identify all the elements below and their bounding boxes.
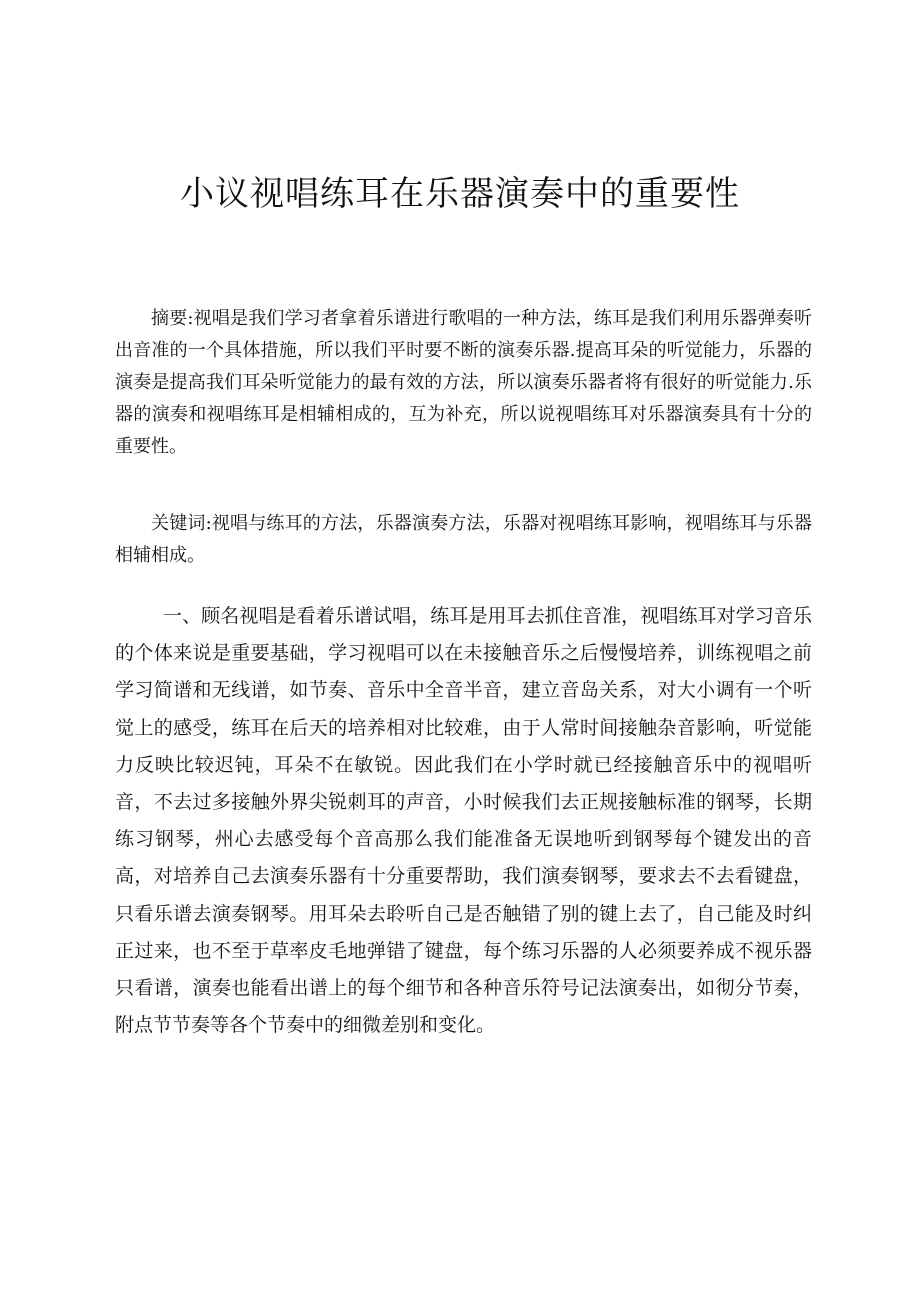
abstract-label: 摘要: <box>151 308 194 329</box>
abstract-text: 视唱是我们学习者拿着乐谱进行歌唱的一种方法，练耳是我们利用乐器弹奏听出音准的一个具体措施，所以我们平时要不断的演奏乐器.提高耳朵的听觉能力，乐器的演奏是提高我们耳朵听觉能力的最有效的方法，所以演奏乐器者将有很好的听觉能力.乐器的演奏和视唱练耳是相辅相成的，互为补充，所以说视唱练耳对乐器演奏具有十分的重要性。 <box>115 308 812 457</box>
keywords-label: 关键词: <box>151 513 212 534</box>
document-title: 小议视唱练耳在乐器演奏中的重要性 <box>180 174 740 214</box>
abstract-paragraph <box>115 303 812 463</box>
keywords-paragraph <box>115 508 812 572</box>
keywords-text: 视唱与练耳的方法，乐器演奏方法，乐器对视唱练耳影响，视唱练耳与乐器相辅相成。 <box>115 513 812 566</box>
section-one-paragraph: 一、顾名视唱是看着乐谱试唱，练耳是用耳去抓住音准，视唱练耳对学习音乐的个体来说是重要基础，学习视唱可以在未接触音乐之后慢慢培养，训练视唱之前学习简谱和无线谱，如节奏、音乐中全音半音，建立音岛关系，对大小调有一个听觉上的感受，练耳在后天的培养相对比较难，由于人常时间接触杂音影响，听觉能力反映比较迟钝，耳朵不在敏锐。因此我们在小学时就已经接触音乐中的视唱听音，不去过多接触外界尖锐刺耳的声音，小时候我们去正规接触标准的钢琴，长期练习钢琴，州心去感受每个音高那么我们能准备无误地听到钢琴每个键发出的音高，对培养自己去演奏乐器有十分重要帮助，我们演奏钢琴，要求去不去看键盘，只看乐谱去演奏钢琴。用耳朵去聆听自己是否触错了别的键上去了，自己能及时纠正过来，也不至于草率皮毛地弹错了键盘，每个练习乐器的人必须要养成不视乐器只看谱，演奏也能看出谱上的每个细节和各种音乐符号记法演奏出，如彻分节奏，附点节节奏等各个节奏中的细微差别和变化。 <box>115 605 812 1037</box>
